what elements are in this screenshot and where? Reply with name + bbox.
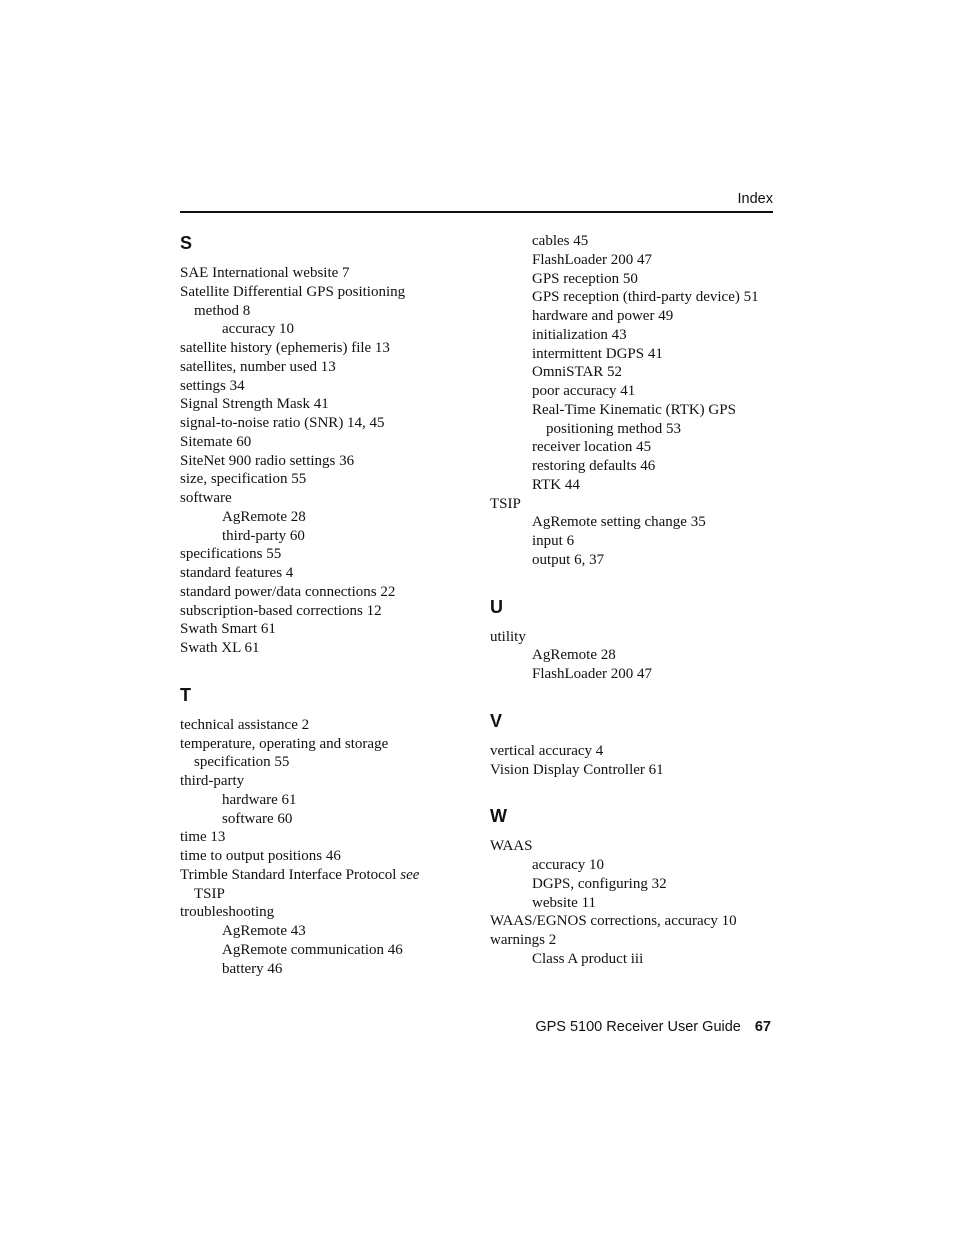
index-entry-text: Class A product iii <box>532 950 644 967</box>
index-entry <box>180 452 450 471</box>
index-entry <box>490 837 780 856</box>
index-entry-text: technical assistance 2 <box>180 716 310 733</box>
section-gap <box>180 658 450 684</box>
index-entry <box>180 602 450 621</box>
section-letter: W <box>490 806 507 827</box>
index-entry <box>180 866 450 885</box>
index-entry <box>490 363 780 382</box>
index-entry <box>490 912 780 931</box>
index-entry-text: output 6, 37 <box>532 551 605 568</box>
index-entry-text: AgRemote setting change 35 <box>532 514 706 531</box>
index-entry-text: input 6 <box>532 533 575 549</box>
index-entry <box>180 639 450 658</box>
index-entry <box>490 856 780 875</box>
index-entry <box>490 665 780 684</box>
index-column-left <box>180 232 450 978</box>
index-entry-text: size, specification 55 <box>180 471 307 488</box>
section-gap <box>490 570 780 596</box>
running-header: Index <box>737 191 773 207</box>
index-entry-text: DGPS, configuring 32 <box>532 875 667 892</box>
index-entry-text: subscription-based corrections 12 <box>180 602 382 619</box>
index-entry <box>180 941 450 960</box>
index-entry-text: specification 55 <box>194 754 290 771</box>
index-entry-text: software 60 <box>222 810 293 827</box>
index-entry <box>180 716 450 735</box>
cross-reference-see: see <box>400 866 420 883</box>
page-number: 67 <box>754 1019 771 1035</box>
index-entry-text: third-party 60 <box>222 527 305 544</box>
index-entry <box>180 302 450 321</box>
index-entry <box>180 903 450 922</box>
index-entry-text: initialization 43 <box>532 326 627 343</box>
index-entry <box>180 753 450 772</box>
index-entry-text: receiver location 45 <box>532 439 652 456</box>
index-entry-text: standard power/data connections 22 <box>180 583 396 600</box>
index-entry-text: temperature, operating and storage <box>180 735 389 752</box>
index-entry-text: third-party <box>180 773 245 789</box>
index-entry-text: vertical accuracy 4 <box>490 742 604 759</box>
index-entry-text: AgRemote 43 <box>222 923 306 939</box>
index-entry-text: TSIP <box>194 885 225 902</box>
index-entry <box>180 791 450 810</box>
index-entry-text: AgRemote 28 <box>532 647 616 664</box>
index-entry-text: Sitemate 60 <box>180 433 252 450</box>
index-entry <box>490 551 780 570</box>
index-entry-text: standard features 4 <box>180 565 294 581</box>
index-entry <box>490 307 780 326</box>
index-entry <box>490 931 780 950</box>
header-rule <box>180 211 773 213</box>
index-entry <box>490 513 780 532</box>
index-entry-text: warnings 2 <box>490 932 557 948</box>
section-letter: V <box>490 710 503 731</box>
index-entry-text: Satellite Differential GPS positioning <box>180 283 406 300</box>
index-entry-text: positioning method 53 <box>546 420 681 437</box>
index-entry <box>490 532 780 551</box>
index-entry <box>180 735 450 754</box>
index-entry-text: FlashLoader 200 47 <box>532 666 652 682</box>
index-entry-text: GPS reception (third-party device) 51 <box>532 289 759 306</box>
index-entry <box>180 414 450 433</box>
index-entry-text: restoring defaults 46 <box>532 458 656 474</box>
section-letter: U <box>490 596 503 617</box>
section-letter: S <box>180 233 193 253</box>
index-entry-text: method 8 <box>194 302 251 319</box>
index-entry <box>180 470 450 489</box>
index-entry <box>490 270 780 289</box>
index-entry <box>490 495 780 514</box>
index-entry <box>180 828 450 847</box>
index-column-right <box>490 232 780 969</box>
index-entry-text: SAE International website 7 <box>180 265 350 281</box>
index-entry <box>490 232 780 251</box>
index-entry-text: FlashLoader 200 47 <box>532 251 652 268</box>
index-entry-text: OmniSTAR 52 <box>532 364 623 381</box>
index-entry-text: troubleshooting <box>180 904 275 921</box>
index-entry-text: signal-to-noise ratio (SNR) 14, 45 <box>180 415 385 431</box>
index-entry <box>490 476 780 495</box>
index-entry <box>490 420 780 439</box>
index-entry <box>180 339 450 358</box>
index-entry-text: settings 34 <box>180 377 245 394</box>
index-entry-text: Vision Display Controller 61 <box>490 761 664 778</box>
index-entry <box>490 251 780 270</box>
index-entry <box>180 885 450 904</box>
index-entry-text: accuracy 10 <box>532 857 605 873</box>
index-entry <box>180 847 450 866</box>
index-entry-text: WAAS <box>490 838 533 855</box>
index-entry-text: RTK 44 <box>532 476 580 493</box>
index-entry <box>180 358 450 377</box>
index-entry-text: SiteNet 900 radio settings 36 <box>180 452 355 469</box>
index-entry-text: time 13 <box>180 829 226 846</box>
index-entry <box>180 377 450 396</box>
index-entry <box>490 345 780 364</box>
index-entry <box>490 950 780 969</box>
index-entry <box>180 264 450 283</box>
index-entry-text: cables 45 <box>532 233 589 249</box>
index-entry <box>490 761 780 780</box>
index-entry <box>180 810 450 829</box>
index-entry-text: GPS reception 50 <box>532 270 638 287</box>
page-footer <box>535 1019 771 1035</box>
index-entry <box>180 772 450 791</box>
index-entry <box>490 875 780 894</box>
index-entry-text: specifications 55 <box>180 546 282 563</box>
index-entry <box>180 395 450 414</box>
index-entry <box>180 620 450 639</box>
index-entry <box>180 433 450 452</box>
index-entry <box>180 564 450 583</box>
index-entry-text: Swath Smart 61 <box>180 621 276 638</box>
index-entry-text: intermittent DGPS 41 <box>532 345 663 362</box>
index-entry <box>180 283 450 302</box>
index-entry <box>490 401 780 420</box>
index-entry-text: time to output positions 46 <box>180 848 341 864</box>
index-entry-text: AgRemote communication 46 <box>222 941 403 958</box>
index-entry <box>490 438 780 457</box>
index-entry <box>490 628 780 647</box>
index-entry-text: software <box>180 490 232 506</box>
index-entry-text: AgRemote 28 <box>222 508 306 525</box>
index-entry-text: WAAS/EGNOS corrections, accuracy 10 <box>490 913 737 930</box>
index-entry <box>180 527 450 546</box>
section-gap <box>490 684 780 710</box>
index-entry-text: satellites, number used 13 <box>180 358 336 375</box>
index-entry-text: utility <box>490 628 526 645</box>
index-entry <box>490 382 780 401</box>
index-entry <box>180 489 450 508</box>
index-entry <box>180 960 450 979</box>
index-entry-text: battery 46 <box>222 960 283 977</box>
index-entry <box>180 320 450 339</box>
index-entry-text: accuracy 10 <box>222 321 295 338</box>
section-letter: T <box>180 684 191 705</box>
index-entry-text: Signal Strength Mask 41 <box>180 396 329 413</box>
index-entry-text: Swath XL 61 <box>180 640 260 656</box>
index-entry <box>490 326 780 345</box>
index-entry-text: Trimble Standard Interface Protocol <box>180 866 401 883</box>
index-entry <box>490 646 780 665</box>
index-entry <box>180 922 450 941</box>
index-entry <box>180 583 450 602</box>
index-entry <box>490 742 780 761</box>
index-entry <box>490 894 780 913</box>
index-entry <box>180 508 450 527</box>
index-entry <box>490 457 780 476</box>
index-entry-text: website 11 <box>532 894 597 911</box>
index-entry-text: satellite history (ephemeris) file 13 <box>180 340 390 356</box>
index-entry-text: Real-Time Kinematic (RTK) GPS <box>532 401 736 418</box>
section-gap <box>490 779 780 805</box>
index-entry-text: TSIP <box>490 495 521 512</box>
index-entry-text: hardware and power 49 <box>532 308 674 324</box>
index-entry-text: poor accuracy 41 <box>532 383 636 399</box>
index-entry <box>490 288 780 307</box>
index-entry-text: hardware 61 <box>222 791 297 808</box>
index-entry <box>180 545 450 564</box>
guide-title: GPS 5100 Receiver User Guide <box>535 1019 741 1035</box>
